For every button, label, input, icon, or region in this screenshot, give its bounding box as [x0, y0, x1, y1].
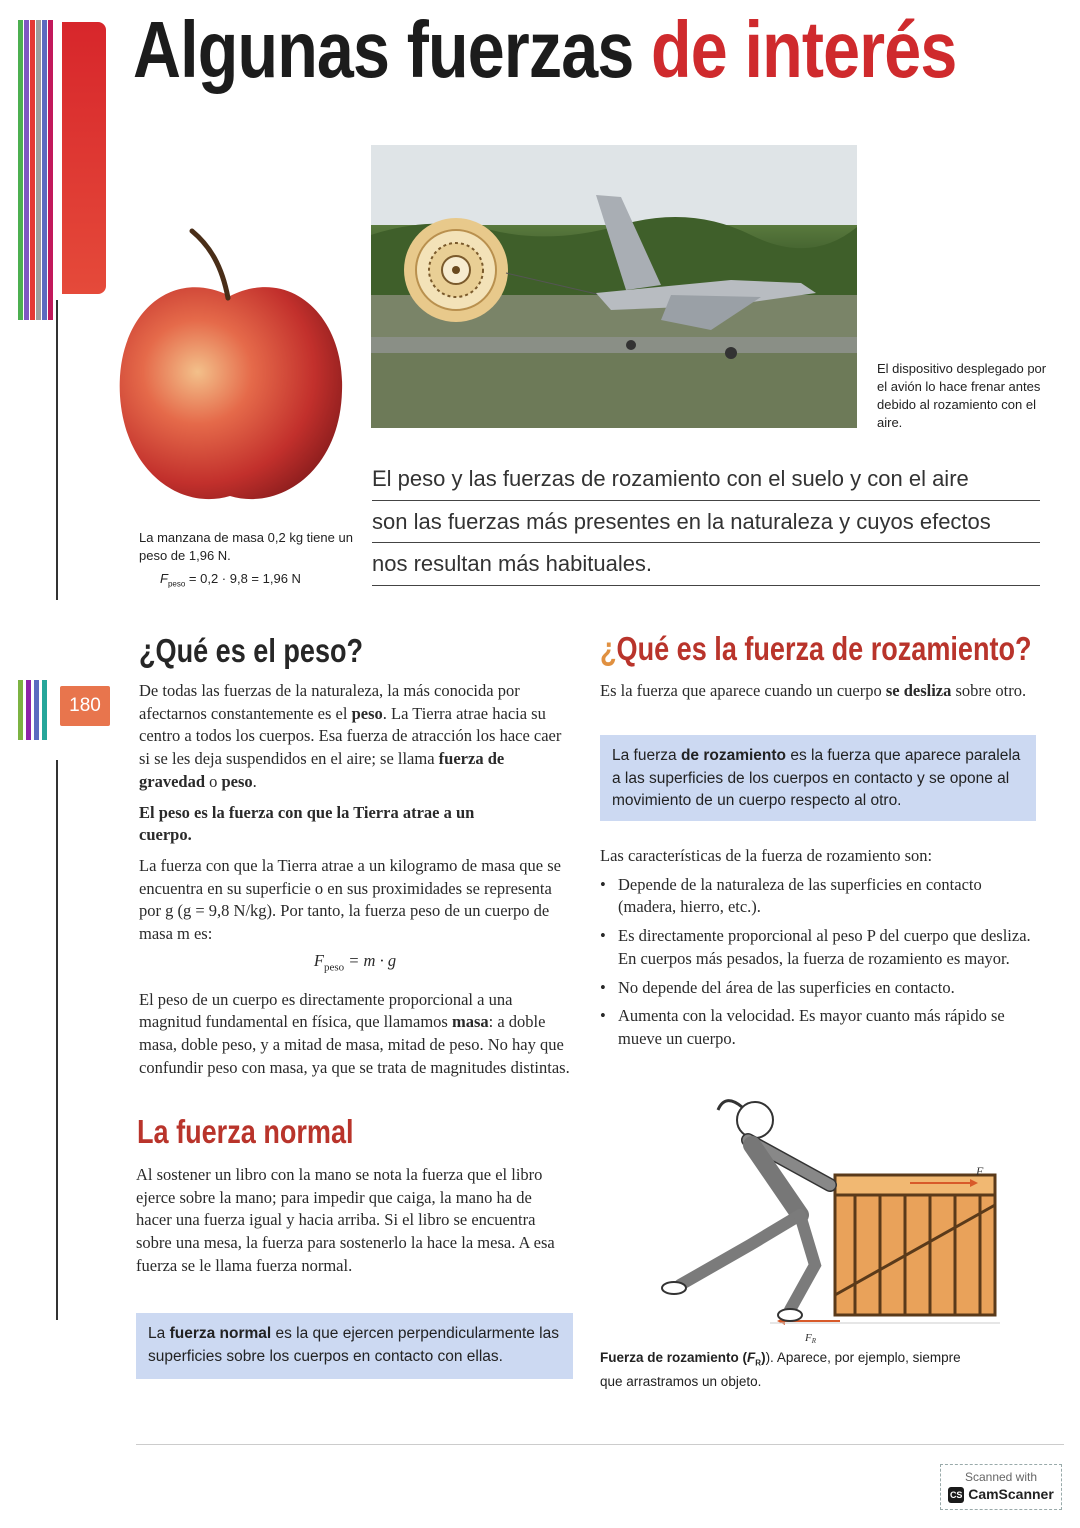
peso-section: [139, 680, 571, 1080]
camscanner-logo-icon: CS: [948, 1487, 964, 1503]
heading-normal: La fuerza normal: [137, 1113, 354, 1150]
page-edge-stack: [18, 20, 58, 340]
characteristics-list: [600, 874, 1035, 1051]
intro-line: nos resultan más habituales.: [372, 543, 1040, 586]
rozamiento-definition-box: La fuerza de rozamiento es la fuerza que aparece paralela a las superficies de los cuerpos en contacto y se opone al movimiento de un cuerpo respecto al otro.: [600, 735, 1036, 821]
intro-line: El peso y las fuerzas de rozamiento con el suelo y con el aire: [372, 458, 1040, 501]
plane-photo-illustration: [371, 145, 857, 428]
heading-rozamiento: ¿Qué es la fuerza de rozamiento?: [600, 630, 1032, 667]
pushing-crate-figure: [640, 1085, 1000, 1345]
list-item: • Es directamente proporcional al peso P del cuerpo que desliza. En cuerpos más pesados, la fuerza de rozamiento es mayor.: [600, 925, 1035, 970]
intro-text: [372, 458, 1040, 586]
plane-parachute-photo: [371, 145, 857, 428]
normal-definition-box: La fuerza normal es la que ejercen perpendicularmente las superficies sobre los cuerpos en contacto con ellas.: [136, 1313, 573, 1379]
force-fr-label: FR: [805, 1332, 817, 1345]
rozamiento-intro: Es la fuerza que aparece cuando un cuerpo se desliza sobre otro.: [600, 681, 1027, 700]
rozamiento-characteristics: [600, 845, 1035, 1057]
list-item: • Aumenta con la velocidad. Es mayor cuanto más rápido se mueve un cuerpo.: [600, 1005, 1035, 1050]
peso-definition: El peso es la fuerza con que la Tierra atrae a un cuerpo.: [139, 802, 475, 845]
force-f-label: F: [976, 1164, 984, 1178]
page-edge-stack-lower: [18, 680, 58, 740]
normal-section: [136, 1164, 571, 1278]
list-item: • Depende de la naturaleza de las superficies en contacto (madera, hierro, etc.).: [600, 874, 1035, 919]
peso-paragraph-1: De todas las fuerzas de la naturaleza, la más conocida por afectarnos constantemente es el peso. La Tierra atrae hacia su centro a todos los cuerpos. Esa fuerza de atracción los hace caer si se les deja suspendidos en el aire; se llama fuerza de gravedad o peso.: [139, 681, 562, 791]
normal-paragraph: Al sostener un libro con la mano se nota la fuerza que el libro ejerce sobre la mano; para impedir que caiga, la mano ha de hacer una fuerza igual y hacia arriba. Si el libro se encuentra sobre una mesa, la fuerza para sostenerlo la hace la mesa. A esa fuerza se le llama fuerza normal.: [136, 1165, 555, 1275]
figure-caption: Fuerza de rozamiento $(F_R)$). Aparece, por ejemplo, siempre que arrastramos un objeto.: [600, 1350, 961, 1389]
edge-rule-lower: [56, 760, 58, 1320]
camscanner-badge: Scanned with CS CamScanner: [940, 1464, 1062, 1510]
footer-rule: [136, 1444, 1064, 1445]
characteristics-intro: Las características de la fuerza de rozamiento son:: [600, 846, 933, 865]
intro-line: son las fuerzas más presentes en la naturaleza y cuyos efectos: [372, 501, 1040, 544]
page-number: 180: [60, 686, 110, 726]
heading-peso: ¿Qué es el peso?: [139, 632, 364, 669]
chapter-tab: [62, 22, 106, 294]
apple-caption: La manzana de masa 0,2 kg tiene un peso de 1,96 N.: [139, 530, 353, 563]
apple-illustration: [110, 226, 350, 516]
peso-formula: $F_{peso} = m \cdot g$: [313, 950, 397, 974]
peso-paragraph-2: La fuerza con que la Tierra atrae a un kilogramo de masa que se encuentra en su superficie o en sus proximidades se representa por g (g = 9,8 N/kg). Por tanto, la fuerza peso de un cuerpo de masa m es:: [139, 855, 561, 944]
apple-formula: $F_{peso} = 0,2 \cdot 9,8 = 1,96$ N: [160, 571, 301, 589]
edge-rule: [56, 300, 58, 600]
photo-caption: El dispositivo desplegado por el avión lo hace frenar antes debido al rozamiento con el aire.: [877, 361, 1047, 430]
list-item: • No depende del área de las superficies en contacto.: [600, 977, 1035, 1000]
peso-paragraph-3: El peso de un cuerpo es directamente proporcional a una magnitud fundamental en física, que llamamos masa: a doble masa, doble peso, y a mitad de masa, mitad de peso. No hay que confundir peso con masa, ya que se trata de magnitudes distintas.: [139, 989, 570, 1077]
page-title: Algunas fuerzas de interés: [133, 5, 957, 94]
